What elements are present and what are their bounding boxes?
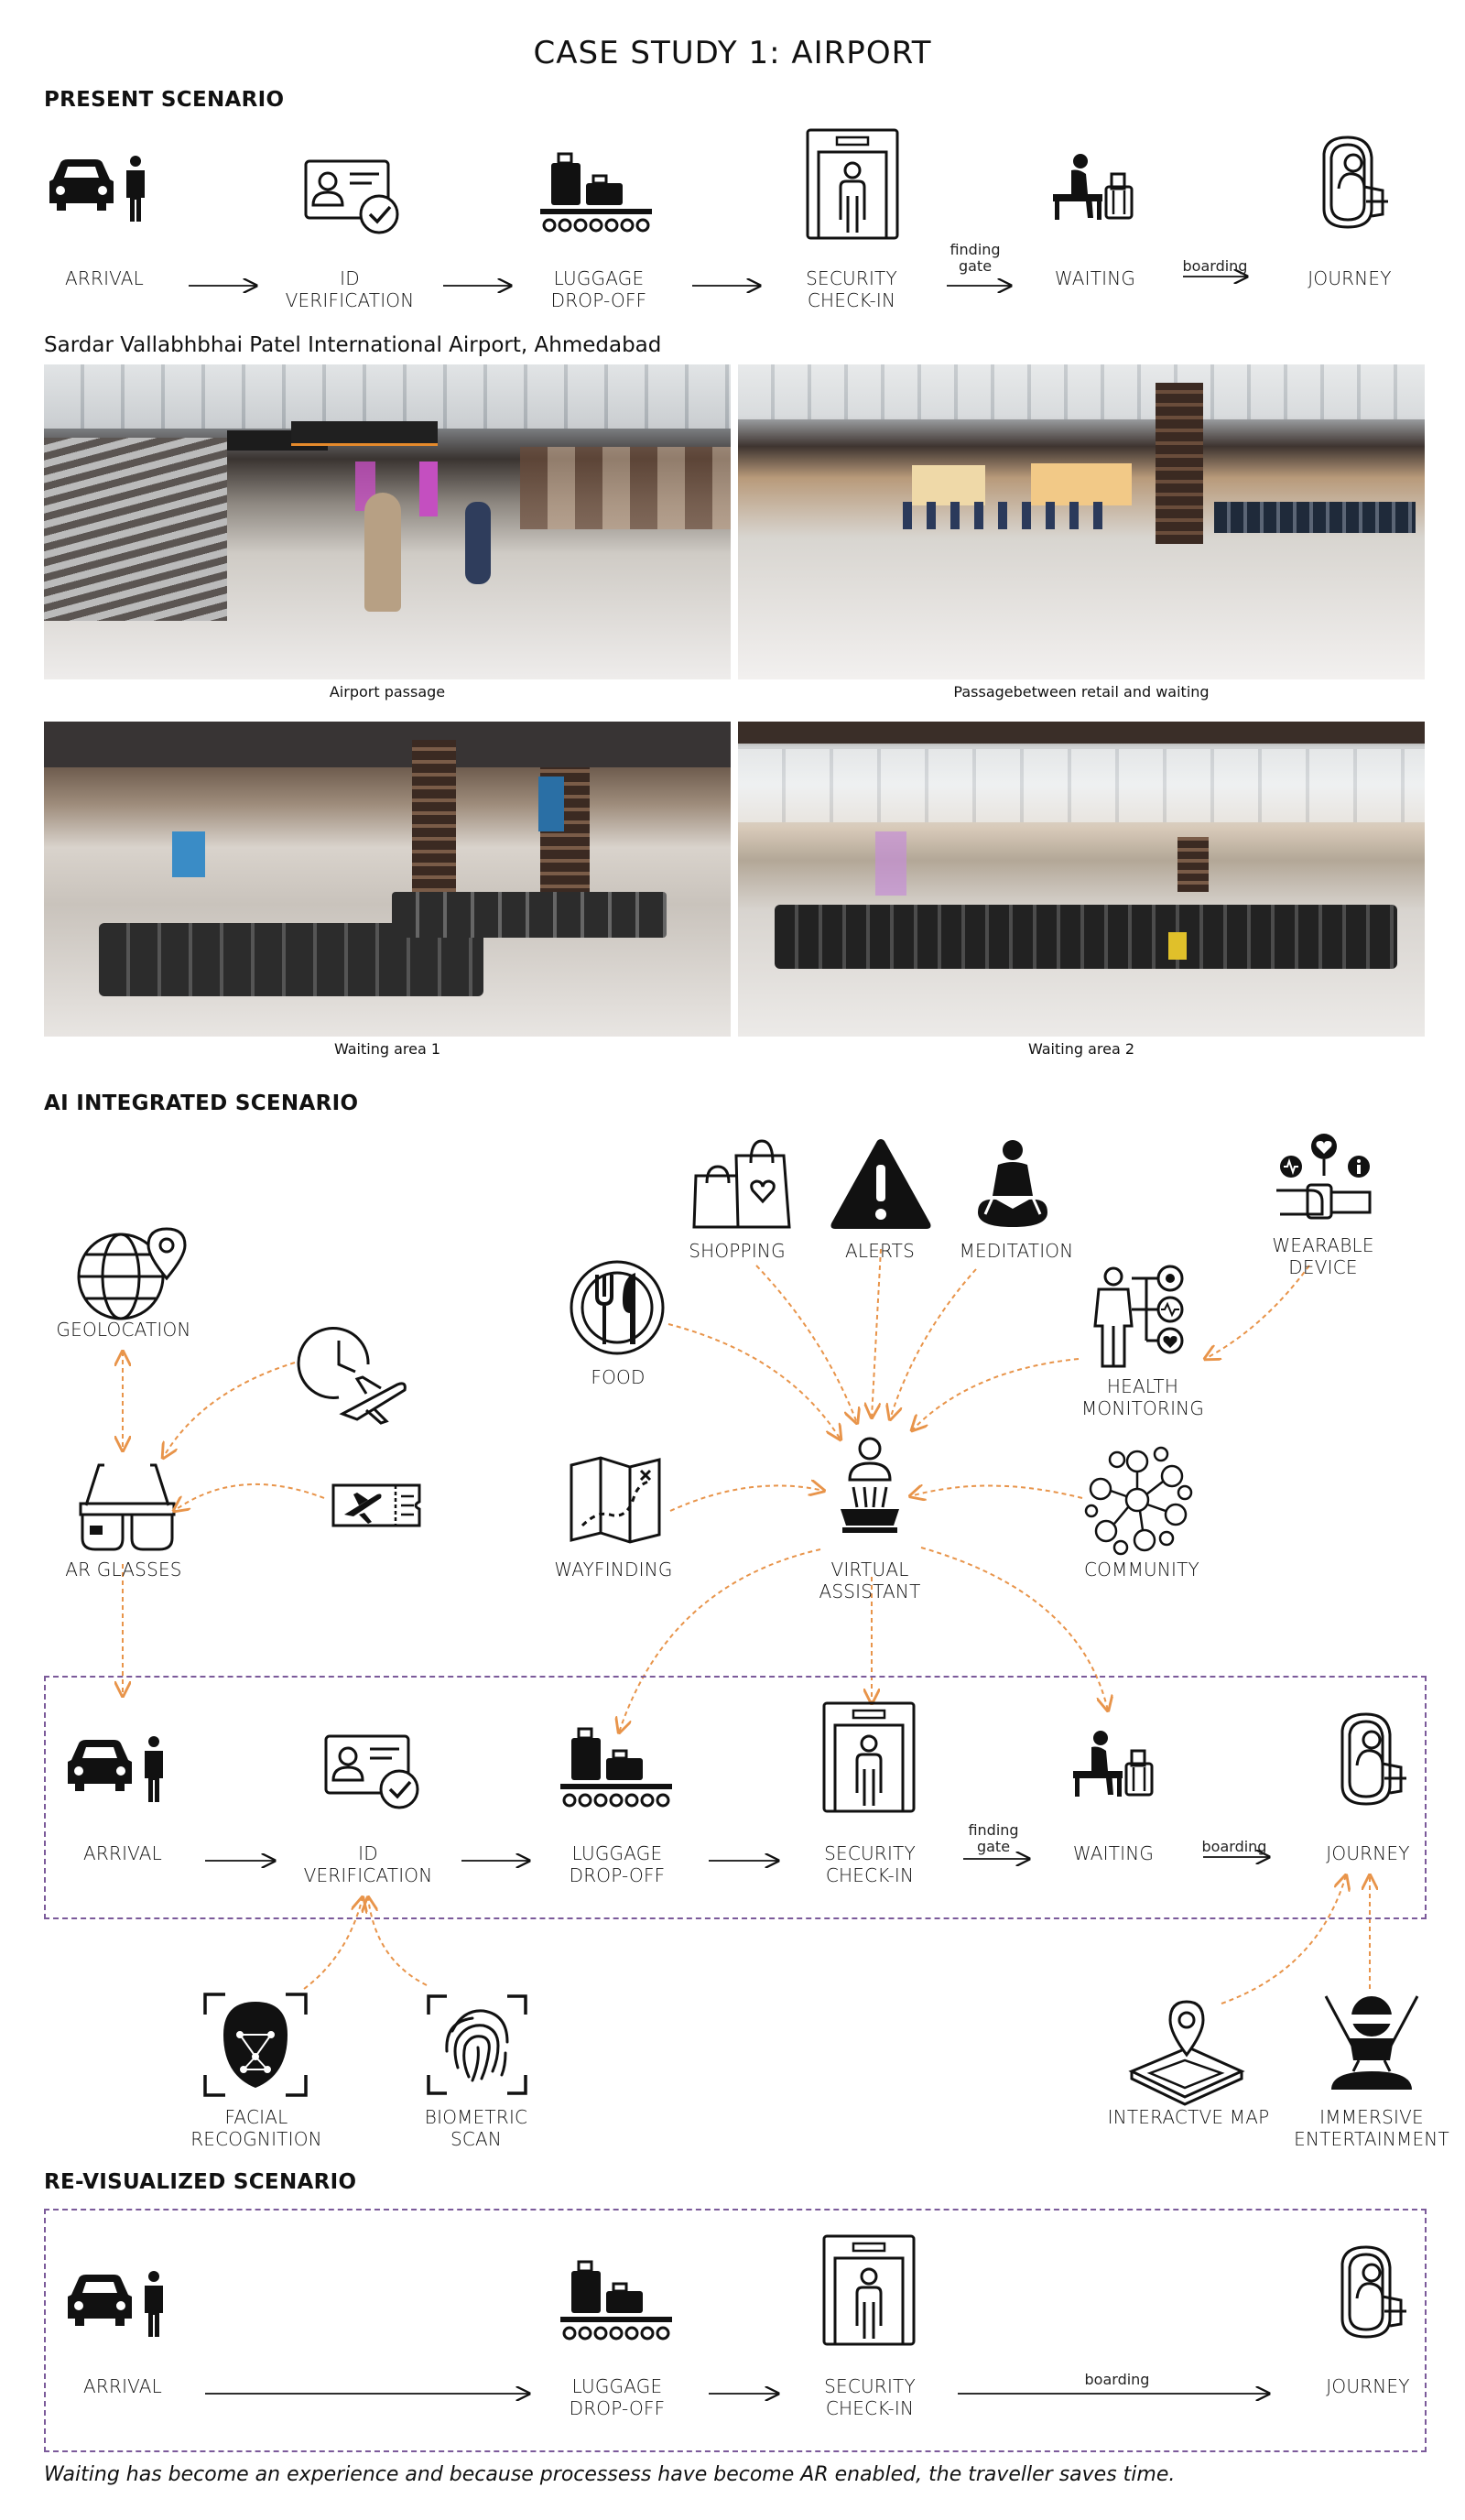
finding-gate-label: finding gate: [950, 241, 1001, 275]
alert-triangle-icon: [831, 1139, 931, 1229]
retail-waiting-passage-photo: [738, 364, 1425, 679]
biometric-scan-label: BIOMETRIC SCAN: [424, 2106, 528, 2150]
fingerprint-icon: [429, 1996, 526, 2093]
arrival-icon: [49, 156, 145, 222]
meditation-icon: [978, 1140, 1047, 1227]
step-label: SECURITY CHECK-IN: [824, 2375, 916, 2419]
photo-caption: Airport passage: [329, 683, 446, 701]
step-label: WAITING: [1072, 1842, 1155, 1864]
wayfinding-label: WAYFINDING: [554, 1559, 673, 1580]
boarding-label: boarding: [1084, 2371, 1150, 2388]
photo-caption: Passagebetween retail and waiting: [953, 683, 1210, 701]
ar-glasses-icon: [81, 1465, 174, 1549]
step-label: SECURITY CHECK-IN: [806, 267, 897, 311]
community-network-icon: [1086, 1448, 1191, 1554]
boarding-label: boarding: [1201, 1838, 1267, 1855]
immersive-entertainment-icon: [1326, 1996, 1417, 2090]
geolocation-label: GEOLOCATION: [56, 1319, 191, 1341]
step-label: JOURNEY: [1326, 2375, 1410, 2397]
revisualized-scenario-heading: RE-VISUALIZED SCENARIO: [44, 2170, 357, 2194]
journey-seat-icon: [1324, 137, 1388, 227]
wayfinding-map-icon: [571, 1458, 659, 1542]
ai-flow-box: [44, 1676, 1427, 1919]
clock-plane-icon: [298, 1328, 405, 1423]
step-label: LUGGAGE DROP-OFF: [569, 1842, 666, 1886]
step-label: LUGGAGE DROP-OFF: [550, 267, 647, 311]
interactive-map-label: INTERACTVE MAP: [1107, 2106, 1270, 2128]
facial-recognition-label: FACIAL RECOGNITION: [190, 2106, 322, 2150]
interactive-map-icon: [1132, 2002, 1242, 2104]
community-label: COMMUNITY: [1084, 1559, 1199, 1580]
health-monitoring-icon: [1095, 1266, 1182, 1366]
step-label: ID VERIFICATION: [285, 267, 415, 311]
food-label: FOOD: [591, 1366, 646, 1388]
security-gate-icon: [808, 130, 897, 238]
step-label: LUGGAGE DROP-OFF: [569, 2375, 666, 2419]
photo-caption: Waiting area 1: [333, 1040, 441, 1058]
boarding-ticket-icon: [333, 1485, 419, 1526]
boarding-label: boarding: [1182, 257, 1248, 275]
photo-caption: Waiting area 2: [1027, 1040, 1135, 1058]
waiting-icon: [1053, 154, 1132, 220]
ar-glasses-label: AR GLASSES: [65, 1559, 182, 1580]
wearable-device-label: WEARABLE DEVICE: [1272, 1234, 1374, 1278]
revisualized-flow-box: [44, 2209, 1427, 2452]
airport-location: Sardar Vallabhbhai Patel International Airport, Ahmedabad: [44, 333, 662, 357]
step-label: SECURITY CHECK-IN: [824, 1842, 916, 1886]
virtual-assistant-label: VIRTUAL ASSISTANT: [819, 1559, 921, 1602]
ai-scenario-heading: AI INTEGRATED SCENARIO: [44, 1092, 359, 1115]
step-label: JOURNEY: [1308, 267, 1392, 289]
food-plate-icon: [571, 1262, 663, 1353]
luggage-icon: [540, 154, 652, 231]
shopping-bags-icon: [694, 1141, 789, 1227]
summary-note: Waiting has become an experience and because processess have become AR enabled, the traveller saves time.: [44, 2463, 1176, 2486]
step-label: ARRIVAL: [83, 1842, 162, 1864]
immersive-entertainment-label: IMMERSIVE ENTERTAINMENT: [1294, 2106, 1449, 2150]
finding-gate-label: finding gate: [968, 1821, 1019, 1855]
alerts-label: ALERTS: [844, 1240, 915, 1262]
waiting-area-2-photo: [738, 722, 1425, 1037]
wearable-device-icon: [1276, 1134, 1370, 1218]
health-monitoring-label: HEALTH MONITORING: [1080, 1375, 1205, 1419]
id-card-icon: [306, 161, 397, 233]
virtual-assistant-icon: [841, 1439, 899, 1533]
page-title: CASE STUDY 1: AIRPORT: [533, 35, 932, 71]
facial-recognition-icon: [205, 1994, 306, 2095]
step-label: ARRIVAL: [83, 2375, 162, 2397]
step-label: WAITING: [1054, 267, 1136, 289]
step-label: ARRIVAL: [65, 267, 144, 289]
airport-passage-photo: [44, 364, 731, 679]
step-label: JOURNEY: [1326, 1842, 1410, 1864]
step-label: ID VERIFICATION: [303, 1842, 433, 1886]
meditation-label: MEDITATION: [959, 1240, 1074, 1262]
waiting-area-1-photo: [44, 722, 731, 1037]
globe-pin-icon: [79, 1229, 185, 1319]
shopping-label: SHOPPING: [689, 1240, 786, 1262]
ai-diagram: [68, 1134, 1417, 2104]
present-scenario-heading: PRESENT SCENARIO: [44, 88, 285, 112]
